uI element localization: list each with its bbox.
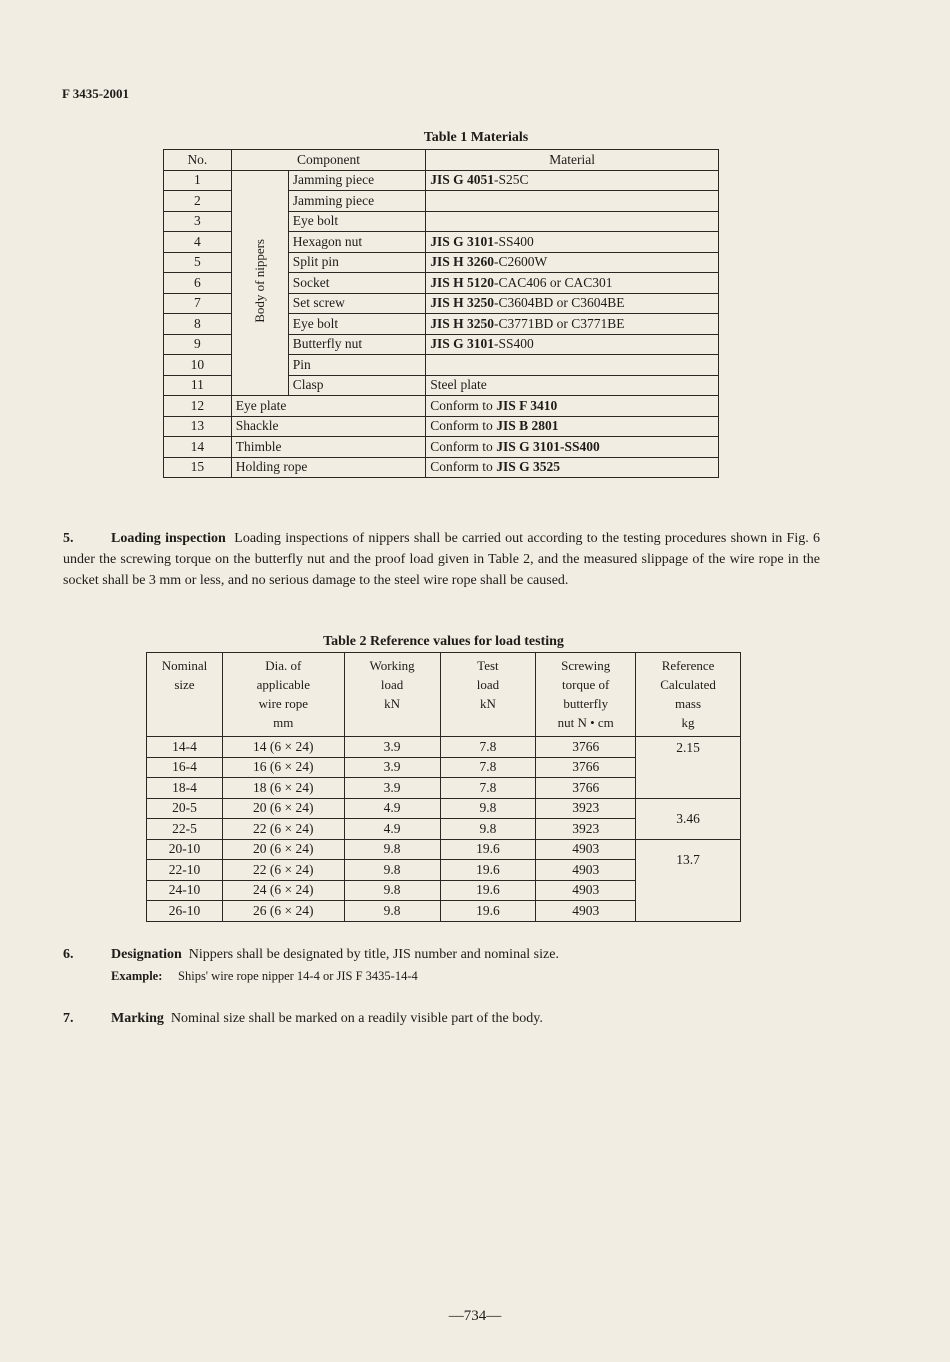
- cell-material: [426, 375, 719, 396]
- cell-no: 9: [164, 334, 232, 355]
- material-grade: -C2600W: [493, 254, 548, 270]
- material-grade: Steel plate: [430, 377, 487, 393]
- cell-no: 11: [164, 375, 232, 396]
- load-testing-table: [146, 652, 741, 922]
- table-row: 22-5 22 (6 × 24) 4.9 9.8 3923: [147, 819, 741, 840]
- table-row: [164, 416, 719, 437]
- section-text: Nippers shall be designated by title, JIS number and nominal size.: [188, 947, 559, 962]
- cell-no: 10: [164, 355, 232, 376]
- material-grade: -S25C: [493, 172, 529, 188]
- cell-material: [426, 416, 719, 437]
- cell-component: Eye bolt: [288, 211, 425, 232]
- section-number: 7.: [63, 1011, 74, 1026]
- table-row: 20-5 20 (6 × 24) 4.9 9.8 3923 3.46: [147, 798, 741, 819]
- cell-component: Thimble: [231, 437, 425, 458]
- cell-component: Socket: [288, 273, 425, 294]
- cell-no: 2: [164, 191, 232, 212]
- section-title: Marking: [111, 1011, 164, 1026]
- cell-component: Eye plate: [231, 396, 425, 417]
- material-prefix: Conform to: [430, 438, 497, 454]
- cell-material: [426, 457, 719, 478]
- material-std: JIS G 3101: [430, 233, 494, 249]
- cell-component: Pin: [288, 355, 425, 376]
- material-std: JIS F 3410: [496, 397, 558, 413]
- material-std: JIS H 5120: [430, 274, 494, 290]
- material-prefix: Conform to: [430, 418, 497, 434]
- header-mass: Reference Calculated mass kg: [636, 653, 741, 737]
- material-grade: -C3771BD or C3771BE: [493, 315, 625, 331]
- cell-material: [426, 252, 719, 273]
- header-test-load: Test load kN: [440, 653, 536, 737]
- cell-material: [426, 314, 719, 335]
- cell-component: Jamming piece: [288, 191, 425, 212]
- material-grade: -CAC406 or CAC301: [493, 274, 613, 290]
- table-row: [164, 396, 719, 417]
- table-row: 22-10 22 (6 × 24) 9.8 19.6 4903: [147, 860, 741, 881]
- group-label: Body of nippers: [251, 238, 267, 323]
- section-text: Loading inspections of nippers shall be carried out according to the testing procedures shown in Fig. 6 under the screwing torque on the butterfly nut and the proof load given in Table 2, and the measured slippage of the wire rope in the socket shall be 3 mm or less, and no serious damage to the steel wire rope shall be caused.: [63, 531, 820, 588]
- section-6-paragraph: [63, 944, 820, 965]
- header-dia: Dia. of applicable wire rope mm: [222, 653, 344, 737]
- cell-no: 5: [164, 252, 232, 273]
- section-title: Loading inspection: [111, 531, 226, 546]
- table-row: [164, 170, 719, 191]
- cell-material: [426, 396, 719, 417]
- cell-material: [426, 170, 719, 191]
- example-label: Example:: [111, 969, 163, 983]
- table-row: [164, 437, 719, 458]
- cell-material: [426, 334, 719, 355]
- cell-component: Butterfly nut: [288, 334, 425, 355]
- table1-caption: Table 1 Materials: [423, 130, 529, 145]
- cell-material: [426, 437, 719, 458]
- section-number: 6.: [63, 947, 74, 962]
- table-row: [164, 457, 719, 478]
- group-cell: [231, 170, 288, 396]
- mass-cell: 3.46: [636, 798, 741, 839]
- material-prefix: Conform to: [430, 397, 497, 413]
- material-prefix: Conform to: [430, 459, 497, 475]
- cell-material: [426, 273, 719, 294]
- table-row: 20-10 20 (6 × 24) 9.8 19.6 4903 13.7: [147, 839, 741, 860]
- cell-no: 4: [164, 232, 232, 253]
- cell-no: 12: [164, 396, 232, 417]
- cell-component: Holding rope: [231, 457, 425, 478]
- header-nominal-size: Nominal size: [147, 653, 223, 737]
- material-grade: -SS400: [493, 336, 534, 352]
- material-std: JIS H 3250: [430, 315, 494, 331]
- page-number: —734—: [448, 1308, 502, 1324]
- material-std: JIS H 3260: [430, 254, 494, 270]
- cell-material: [426, 232, 719, 253]
- table2-caption: Table 2 Reference values for load testing: [323, 634, 564, 649]
- section-text: Nominal size shall be marked on a readily visible part of the body.: [170, 1011, 543, 1026]
- material-std: JIS G 3101-SS400: [496, 438, 600, 454]
- section-5-paragraph: [63, 528, 820, 591]
- material-std: JIS G 4051: [430, 172, 494, 188]
- section-7-paragraph: [63, 1008, 820, 1029]
- cell-no: 13: [164, 416, 232, 437]
- header-torque: Screwing torque of butterfly nut N • cm: [536, 653, 636, 737]
- material-grade: -C3604BD or C3604BE: [493, 295, 625, 311]
- table-header-row: [164, 150, 719, 171]
- table-row: 24-10 24 (6 × 24) 9.8 19.6 4903: [147, 880, 741, 901]
- cell-no: 7: [164, 293, 232, 314]
- material-std: JIS B 2801: [496, 418, 559, 434]
- table-row: 16-4 16 (6 × 24) 3.9 7.8 3766: [147, 757, 741, 778]
- material-std: JIS G 3101: [430, 336, 494, 352]
- cell-material: [426, 355, 719, 376]
- cell-component: Jamming piece: [288, 170, 425, 191]
- example-text: Ships' wire rope nipper 14-4 or JIS F 3435-14-4: [178, 969, 418, 983]
- cell-material: [426, 293, 719, 314]
- materials-table: [163, 149, 719, 478]
- material-grade: -SS400: [493, 233, 534, 249]
- cell-component: Eye bolt: [288, 314, 425, 335]
- cell-component: Clasp: [288, 375, 425, 396]
- header-working-load: Working load kN: [344, 653, 440, 737]
- cell-material: [426, 211, 719, 232]
- mass-cell: 13.7: [636, 839, 741, 921]
- section-6-example: [111, 966, 418, 987]
- cell-component: Set screw: [288, 293, 425, 314]
- cell-no: 15: [164, 457, 232, 478]
- header-material: Material: [426, 150, 719, 171]
- header-component: Component: [231, 150, 425, 171]
- cell-component: Shackle: [231, 416, 425, 437]
- section-title: Designation: [111, 947, 182, 962]
- table-row: 26-10 26 (6 × 24) 9.8 19.6 4903: [147, 901, 741, 922]
- cell-component: Split pin: [288, 252, 425, 273]
- material-std: JIS H 3250: [430, 295, 494, 311]
- document-code: F 3435-2001: [62, 86, 130, 101]
- cell-no: 1: [164, 170, 232, 191]
- table-row: 18-4 18 (6 × 24) 3.9 7.8 3766: [147, 778, 741, 799]
- cell-no: 6: [164, 273, 232, 294]
- cell-component: Hexagon nut: [288, 232, 425, 253]
- section-number: 5.: [63, 531, 74, 546]
- cell-no: 14: [164, 437, 232, 458]
- header-no: No.: [164, 150, 232, 171]
- material-std: JIS G 3525: [496, 459, 560, 475]
- table-row: 14-4 14 (6 × 24) 3.9 7.8 3766 2.15: [147, 737, 741, 758]
- cell-no: 3: [164, 211, 232, 232]
- mass-cell: 2.15: [636, 737, 741, 799]
- cell-material: [426, 191, 719, 212]
- cell-no: 8: [164, 314, 232, 335]
- table-header-row: [147, 653, 741, 737]
